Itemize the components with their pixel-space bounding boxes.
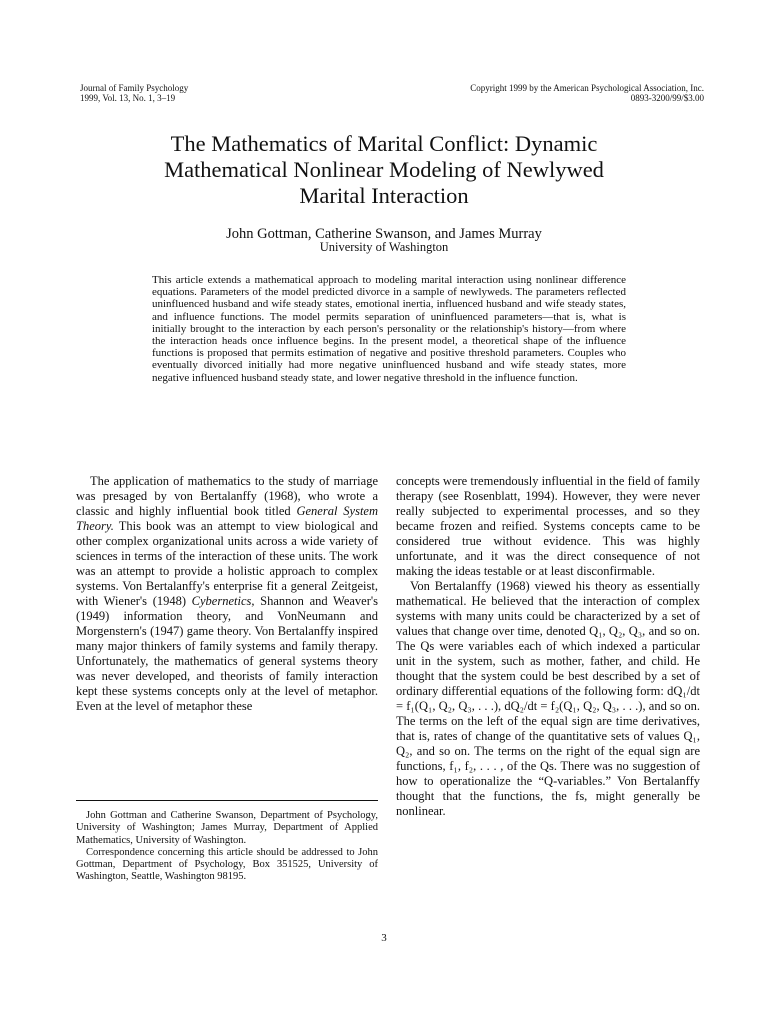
issn-line: 0893-3200/99/$3.00 xyxy=(630,93,704,103)
authors: John Gottman, Catherine Swanson, and James Murray xyxy=(226,226,542,242)
title-line: Marital Interaction xyxy=(299,183,469,208)
text-run: This book was an attempt to view biological and other complex organizational units across a wide variety of sciences in terms of the interaction of these units. The work was an attempt to provide a holistic approach to complex systems. Von Bertalanffy's enterprise fit a general Zeitgeist, with Wiener's (1948) xyxy=(76,519,378,608)
affiliation: University of Washington xyxy=(319,240,449,254)
book-title: Cybernetics, xyxy=(191,594,255,608)
title-line: Mathematical Nonlinear Modeling of Newlywed xyxy=(164,157,604,182)
abstract: This article extends a mathematical approach to modeling marital interaction using nonlinear difference equations. Parameters of the model predicted divorce in a sample of newlyweds. The parameters reflected uninfluenced husband and wife steady states, emotional inertia, influenced husband and wife steady states, and influence functions. The model permits separation of uninfluenced parameters—that is, what is initially brought to the interaction by each person's personality or the relationship's history—from where the interaction heads once influence begins. In the present model, a theoretical shape of the influence functions is proposed that permits estimation of negative and positive threshold parameters. Couples who eventually divorced initially had more negative uninfluenced husband and wife steady states, more negative influenced husband steady state, and lower negative threshold in the influence function. xyxy=(152,274,626,384)
body-paragraph: concepts were tremendously influential in the field of family therapy (see Rosenblatt, 1994). However, they were never really subjected to experimental processes, and so they became frozen and reified. Systems concepts came to be considered true without evidence. This was highly unfortunate, and it was the direct consequence of not making the ideas testable or at least disconfirmable. xyxy=(396,474,700,578)
page-number: 3 xyxy=(381,932,387,944)
footnotes xyxy=(76,810,378,884)
text-run: The application of mathematics to the study of marriage was presaged by von Bertalanffy (1968), who wrote a classic and highly influential book titled xyxy=(76,474,378,518)
correspondence-note: Correspondence concerning this article should be addressed to John Gottman, Department of Psychology, Box 351525, University of Washington, Seattle, Washington 98195. xyxy=(76,846,378,883)
author-note: John Gottman and Catherine Swanson, Department of Psychology, University of Washington; James Murray, Department of Applied Mathematics, University of Washington. xyxy=(76,810,378,846)
copyright-line: Copyright 1999 by the American Psychological Association, Inc. xyxy=(470,83,704,93)
column-right xyxy=(396,474,700,819)
text-run: Shannon and Weaver's (1949) information theory, and VonNeumann and Morgenstern's (1947) game theory. Von Bertalanffy inspired many major thinkers of family systems and family therapy. Unfortunately, the mathematics of general systems theory was never developed, and theorists of family interaction kept these systems concepts only at the level of metaphor. Even at the level of metaphor these xyxy=(76,594,379,713)
title-line: The Mathematics of Marital Conflict: Dynamic xyxy=(170,131,598,156)
column-left xyxy=(76,474,378,714)
body-paragraph: Von Bertalanffy (1968) viewed his theory as essentially mathematical. He believed that the interaction of complex systems with many units could be characterized by a set of values that change over time, denoted Q₁, Q₂, Q₃, and so on. The Qs were variables each of which indexed a particular unit in the system, such as mother, father, and child. He thought that the system could be best described by a set of ordinary differential equations of the following form: dQ₁/dt = f₁(Q₁, Q₂, Q₃, . . .), dQ₂/dt = f₂(Q₁, Q₂, Q₃, . . .), and so on. The terms on the left of the equal sign are time derivatives, that is, rates of change of the quantitative sets of values Q₁, Q₂, and so on. The terms on the right of the equal sign are functions, f₁, f₂, . . . , of the Qs. There was no suggestion of how to operationalize the “Q-variables.” Von Bertalanffy thought that the functions, the fs, might generally be nonlinear. xyxy=(396,579,700,818)
book-title: General System Theory. xyxy=(76,504,378,533)
journal-volume: 1999, Vol. 13, No. 1, 3–19 xyxy=(80,93,176,103)
journal-name: Journal of Family Psychology xyxy=(80,83,189,93)
footnote-divider xyxy=(76,800,378,801)
intro-paragraph xyxy=(76,474,378,714)
copyright-header xyxy=(470,83,704,103)
article-title xyxy=(60,131,708,209)
journal-header xyxy=(80,83,188,103)
